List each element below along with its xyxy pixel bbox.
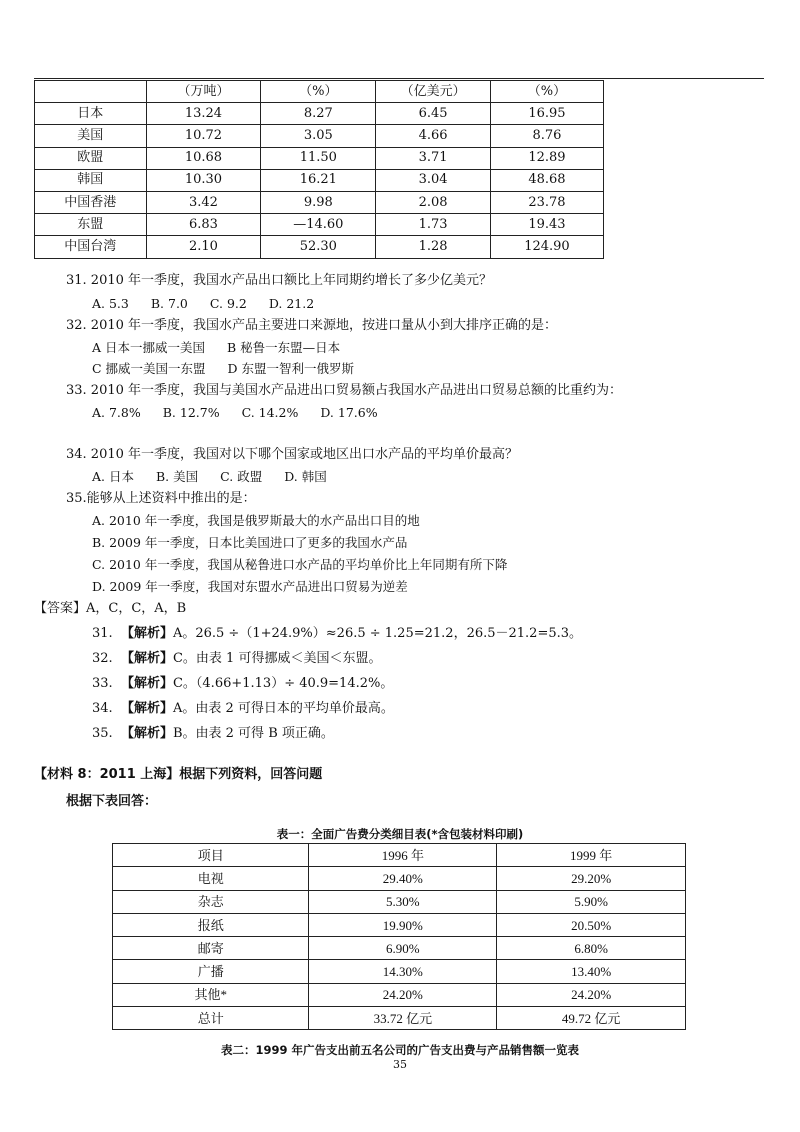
option: C. 9.2 xyxy=(209,296,247,311)
question-33: 33. 2010 年一季度，我国与美国水产品进出口贸易额占我国水产品进出口贸易总额的比重约为： xyxy=(66,383,623,398)
option: B 秘鲁一东盟—日本 xyxy=(227,340,341,355)
table-cell: 1.28 xyxy=(376,236,491,258)
row-label-cell: 邮寄 xyxy=(113,937,309,960)
table-cell: 6.90% xyxy=(309,937,497,960)
table-row xyxy=(35,169,604,191)
explanation-number: 32. xyxy=(92,651,113,666)
header-rule xyxy=(34,78,764,79)
table-row xyxy=(113,983,686,1006)
explanation-tag: 【解析】 xyxy=(120,676,173,691)
table-cell: （%） xyxy=(261,81,376,103)
table-cell: 16.21 xyxy=(261,169,376,191)
row-label-cell: 电视 xyxy=(113,867,309,890)
table-cell: 12.89 xyxy=(490,147,603,169)
row-label-cell: 中国香港 xyxy=(35,191,147,213)
row-label-cell: 项目 xyxy=(113,844,309,867)
table-cell: 29.20% xyxy=(497,867,686,890)
question-34: 34. 2010 年一季度，我国对以下哪个国家或地区出口水产品的平均单价最高？ xyxy=(66,447,519,462)
table-cell: 2.08 xyxy=(376,191,491,213)
table-cell: 13.40% xyxy=(497,960,686,983)
table-row xyxy=(35,147,604,169)
table-cell: 3.42 xyxy=(146,191,261,213)
material-title: 【材料 8：2011 上海】根据下列资料，回答问题 xyxy=(34,767,323,782)
table-cell: —14.60 xyxy=(261,214,376,236)
question-31-options xyxy=(92,295,314,313)
table-cell: 5.30% xyxy=(309,890,497,913)
question-35-option-a: A. 2010 年一季度，我国是俄罗斯最大的水产品出口目的地 xyxy=(92,513,420,528)
option: D 东盟一智利一俄罗斯 xyxy=(227,361,355,376)
explanation-tag: 【解析】 xyxy=(120,726,173,741)
table-row xyxy=(35,236,604,258)
explanation-text: A。26.5 ÷（1+24.9%）≈26.5 ÷ 1.25=21.2，26.5－21.2=5.3。 xyxy=(172,626,583,641)
table-cell: 6.80% xyxy=(497,937,686,960)
explanation-number: 31. xyxy=(92,626,113,641)
question-32: 32. 2010 年一季度，我国水产品主要进口来源地，按进口量从小到大排序正确的是： xyxy=(66,318,558,333)
table-row xyxy=(35,81,604,103)
table-two-caption: 表二：1999 年广告支出前五名公司的广告支出费与产品销售额一览表 xyxy=(220,1043,579,1057)
explanation-text: C。由表 1 可得挪威＜美国＜东盟。 xyxy=(172,651,382,666)
table-cell: 19.43 xyxy=(490,214,603,236)
page-number: 35 xyxy=(393,1058,407,1071)
table-cell: 52.30 xyxy=(261,236,376,258)
table-cell: 33.72 亿元 xyxy=(309,1007,497,1030)
table-cell: 10.68 xyxy=(146,147,261,169)
explanation-34 xyxy=(92,700,394,718)
material-instruction: 根据下表回答： xyxy=(66,794,158,809)
table-row xyxy=(113,1007,686,1030)
option: C 挪威一美国一东盟 xyxy=(92,361,206,376)
aquatic-export-table xyxy=(34,80,604,259)
option: A. 日本 xyxy=(92,469,134,484)
explanation-31 xyxy=(92,625,582,643)
table-cell: 8.76 xyxy=(490,125,603,147)
table-cell: 9.98 xyxy=(261,191,376,213)
row-label-cell: 东盟 xyxy=(35,214,147,236)
option: C. 14.2% xyxy=(241,405,299,420)
row-label-cell: 杂志 xyxy=(113,890,309,913)
table-cell: 3.05 xyxy=(261,125,376,147)
explanation-33 xyxy=(92,675,393,693)
question-32-options-row1 xyxy=(92,339,340,357)
explanation-tag: 【解析】 xyxy=(120,701,173,716)
row-label-cell: 美国 xyxy=(35,125,147,147)
row-label-cell: 中国台湾 xyxy=(35,236,147,258)
table-cell: 1996 年 xyxy=(309,844,497,867)
table-cell: 3.04 xyxy=(376,169,491,191)
row-label-cell: 报纸 xyxy=(113,913,309,936)
option: A. 5.3 xyxy=(92,296,129,311)
explanation-tag: 【解析】 xyxy=(120,651,173,666)
row-label-cell: 其他* xyxy=(113,983,309,1006)
question-33-options xyxy=(92,404,378,422)
row-label-cell: 总计 xyxy=(113,1007,309,1030)
table-cell: 19.90% xyxy=(309,913,497,936)
table-cell: 13.24 xyxy=(146,103,261,125)
answer-summary: 【答案】A，C，C，A，B xyxy=(34,601,187,616)
table-cell: 20.50% xyxy=(497,913,686,936)
table-cell: （万吨） xyxy=(146,81,261,103)
explanation-number: 35. xyxy=(92,726,113,741)
explanation-text: B。由表 2 可得 B 项正确。 xyxy=(172,726,334,741)
ad-expense-table xyxy=(112,843,686,1030)
question-32-options-row2 xyxy=(92,360,354,378)
explanation-32 xyxy=(92,650,381,668)
question-35-option-d: D. 2009 年一季度，我国对东盟水产品进出口贸易为逆差 xyxy=(92,579,408,594)
table-cell: 4.66 xyxy=(376,125,491,147)
row-label-cell: 日本 xyxy=(35,103,147,125)
row-label-cell xyxy=(35,81,147,103)
table-cell: 10.30 xyxy=(146,169,261,191)
table-row xyxy=(113,937,686,960)
table-cell: 3.71 xyxy=(376,147,491,169)
table-row xyxy=(113,890,686,913)
table-cell: 6.45 xyxy=(376,103,491,125)
option: A. 7.8% xyxy=(92,405,141,420)
table-cell: 1999 年 xyxy=(497,844,686,867)
table-one-caption: 表一：全面广告费分类细目表(*含包装材料印刷) xyxy=(276,827,524,841)
question-35-option-c: C. 2010 年一季度，我国从秘鲁进口水产品的平均单价比上年同期有所下降 xyxy=(92,557,508,572)
row-label-cell: 韩国 xyxy=(35,169,147,191)
table-cell: 1.73 xyxy=(376,214,491,236)
table-cell: 23.78 xyxy=(490,191,603,213)
table-cell: 24.20% xyxy=(309,983,497,1006)
table-cell: 16.95 xyxy=(490,103,603,125)
table-cell: 29.40% xyxy=(309,867,497,890)
table-row xyxy=(113,913,686,936)
table-cell: 10.72 xyxy=(146,125,261,147)
table-row xyxy=(35,214,604,236)
row-label-cell: 广播 xyxy=(113,960,309,983)
table-row xyxy=(113,867,686,890)
explanation-tag: 【解析】 xyxy=(120,626,173,641)
table-cell: 8.27 xyxy=(261,103,376,125)
row-label-cell: 欧盟 xyxy=(35,147,147,169)
table-cell: 49.72 亿元 xyxy=(497,1007,686,1030)
table-row xyxy=(35,191,604,213)
table-cell: 5.90% xyxy=(497,890,686,913)
table-cell: （亿美元） xyxy=(376,81,491,103)
explanation-35 xyxy=(92,725,334,743)
question-31: 31. 2010 年一季度，我国水产品出口额比上年同期约增长了多少亿美元？ xyxy=(66,273,493,288)
option: B. 12.7% xyxy=(162,405,220,420)
option: D. 韩国 xyxy=(284,469,327,484)
option: B. 7.0 xyxy=(150,296,188,311)
table-cell: 11.50 xyxy=(261,147,376,169)
table-row xyxy=(35,103,604,125)
table-cell: 48.68 xyxy=(490,169,603,191)
question-35: 35.能够从上述资料中推出的是： xyxy=(66,491,256,506)
table-cell: 14.30% xyxy=(309,960,497,983)
explanation-number: 34. xyxy=(92,701,113,716)
table-cell: 6.83 xyxy=(146,214,261,236)
table-cell: 124.90 xyxy=(490,236,603,258)
table-cell: 2.10 xyxy=(146,236,261,258)
table-cell: 24.20% xyxy=(497,983,686,1006)
question-35-option-b: B. 2009 年一季度，日本比美国进口了更多的我国水产品 xyxy=(92,535,408,550)
question-34-options xyxy=(92,468,327,486)
explanation-text: A。由表 2 可得日本的平均单价最高。 xyxy=(172,701,394,716)
option: C. 政盟 xyxy=(220,469,263,484)
option: B. 美国 xyxy=(155,469,199,484)
explanation-text: C。（4.66+1.13）÷ 40.9=14.2%。 xyxy=(172,676,394,691)
option: D. 17.6% xyxy=(320,405,378,420)
table-cell: （%） xyxy=(490,81,603,103)
option: A 日本一挪威一美国 xyxy=(92,340,206,355)
table-row xyxy=(113,960,686,983)
table-row xyxy=(35,125,604,147)
explanation-number: 33. xyxy=(92,676,113,691)
table-row xyxy=(113,844,686,867)
option: D. 21.2 xyxy=(268,296,315,311)
